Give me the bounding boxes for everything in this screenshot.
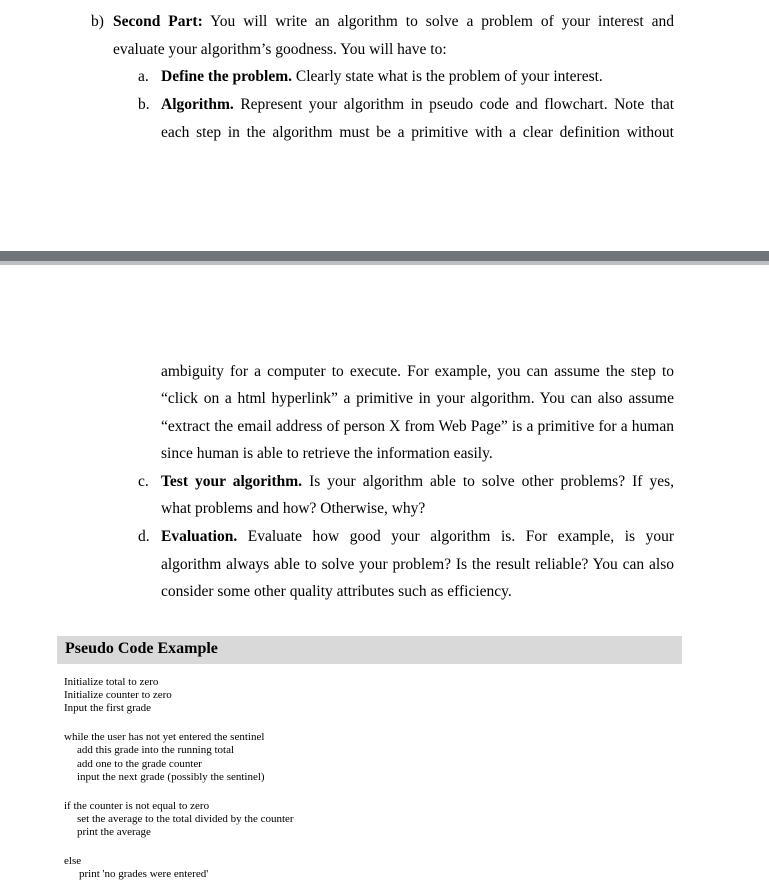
item-c-marker: c.	[138, 473, 149, 490]
item-d-line-2: algorithm always able to solve your problem? Is the result reliable? You can also	[161, 556, 674, 573]
item-c-line-1-text: Is your algorithm able to solve other problems? If yes,	[309, 473, 674, 490]
part-b-heading: Second Part:	[113, 13, 203, 30]
code-line: input the next grade (possibly the sentinel)	[77, 771, 265, 783]
item-c-line-2: what problems and how? Otherwise, why?	[161, 500, 426, 517]
item-d-line-1-text: Evaluate how good your algorithm is. For example, is your	[247, 528, 674, 545]
code-line: Input the first grade	[64, 702, 152, 714]
item-d-marker: d.	[138, 528, 150, 545]
item-d-line-1	[161, 527, 674, 547]
code-line: Initialize counter to zero	[64, 689, 172, 701]
item-b-line-1-text: Represent your algorithm in pseudo code and flowchart. Note that	[240, 96, 675, 113]
item-b-line-1	[161, 95, 674, 115]
code-line: while the user has not yet entered the sentinel	[64, 731, 265, 743]
code-line: print the average	[77, 826, 151, 838]
code-line: print 'no grades were entered'	[79, 868, 209, 880]
page-separator-shadow	[0, 261, 769, 265]
item-a-line-1	[161, 67, 603, 87]
code-line: set the average to the total divided by the counter	[77, 813, 294, 825]
page-separator	[0, 251, 769, 261]
item-a-text: Clearly state what is the problem of your interest.	[295, 68, 603, 85]
item-b-line-3: ambiguity for a computer to execute. For example, you can assume the step to	[161, 363, 674, 380]
part-b-marker: b)	[91, 13, 104, 30]
code-line: add one to the grade counter	[77, 758, 202, 770]
item-a-heading: Define the problem.	[161, 68, 293, 85]
item-c-line-1	[161, 472, 674, 492]
item-b-line-5: “extract the email address of person X from Web Page” is a primitive for a human	[161, 418, 674, 435]
item-b-line-2: each step in the algorithm must be a primitive with a clear definition without	[161, 124, 674, 141]
item-d-heading: Evaluation.	[161, 528, 238, 545]
part-b-line-1	[113, 12, 674, 32]
pseudo-code-title: Pseudo Code Example	[65, 640, 218, 657]
part-b-line-1-text: You will write an algorithm to solve a problem of your interest and	[210, 13, 674, 30]
item-d-line-3: consider some other quality attributes such as efficiency.	[161, 583, 512, 600]
code-line: add this grade into the running total	[77, 744, 235, 756]
pseudo-code-header	[57, 636, 682, 664]
code-line: else	[64, 855, 82, 867]
item-b-heading: Algorithm.	[161, 96, 234, 113]
part-b-line-2: evaluate your algorithm’s goodness. You will have to:	[113, 41, 447, 58]
item-b-line-4: “click on a html hyperlink” a primitive in your algorithm. You can also assume	[161, 390, 674, 407]
code-line: Initialize total to zero	[64, 676, 159, 688]
item-a-marker: a.	[138, 68, 149, 85]
code-line: if the counter is not equal to zero	[64, 800, 210, 812]
item-b-marker: b.	[138, 96, 150, 113]
item-c-heading: Test your algorithm.	[161, 473, 303, 490]
item-b-line-6: since human is able to retrieve the information easily.	[161, 445, 493, 462]
